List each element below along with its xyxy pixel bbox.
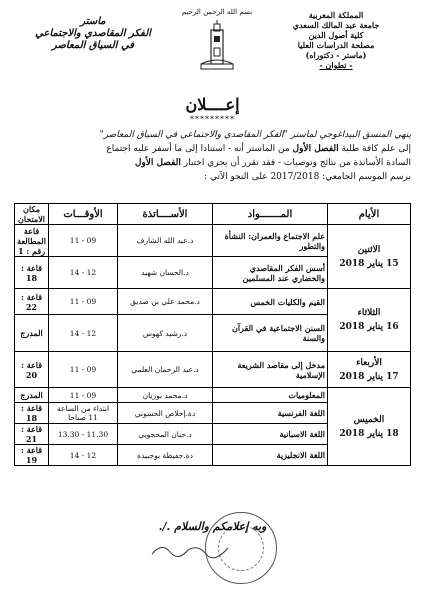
subject-cell: القيم والكليات الخمس xyxy=(213,289,328,315)
day-date: 17 يناير 2018 xyxy=(339,371,399,382)
day-cell xyxy=(328,388,411,466)
day-name: الاثنين xyxy=(357,244,381,255)
professor-cell: د.رشيد كهوس xyxy=(118,315,213,352)
professor-cell: د.عبد الرحمان العلمي xyxy=(118,352,213,388)
subject-cell: مدخل إلى مقاصد الشريعة الإسلامية xyxy=(213,352,328,388)
col-header-room: مكان الامتحان xyxy=(15,204,49,225)
table-row xyxy=(15,225,411,257)
header-line: كلية أصول الدين xyxy=(308,30,364,40)
subject-cell: السنن الاجتماعية في القرآن والسنة xyxy=(213,315,328,352)
intro-line: برسم الموسم الجامعي: 2017/2018 على النحو الآتي : xyxy=(204,172,411,182)
professor-cell: دة.حفيظة بوجبيدة xyxy=(118,445,213,466)
room-cell: قاعة : 19 xyxy=(15,445,49,466)
room-cell: المدرج xyxy=(15,315,49,352)
professor-cell: د.حنان المحجوبي xyxy=(118,424,213,445)
subject-cell: المعلوميات xyxy=(213,388,328,403)
table-row xyxy=(15,289,411,315)
room-cell: قاعة المطالعة رقم : 1 xyxy=(15,225,49,257)
intro-line xyxy=(12,156,411,170)
subject-cell: اللغة الفرنسية xyxy=(213,403,328,424)
professor-cell: د.محمد علي بن صديق xyxy=(118,289,213,315)
time-cell: 12 - 14 xyxy=(49,315,118,352)
basmala: بسم الله الرحمن الرحيم xyxy=(181,8,253,16)
professor-cell: د.الحسان شهيد xyxy=(118,257,213,289)
room-cell: قاعة : 18 xyxy=(15,257,49,289)
header-line: - تطوان - xyxy=(319,60,353,70)
header-line: (ماستر - دكتوراه) xyxy=(305,50,367,60)
header-line: جامعة عبد المالك السعدي xyxy=(292,20,380,30)
subject-cell: اللغة الانجليزية xyxy=(213,445,328,466)
header-line: المملكة المغربية xyxy=(308,10,364,20)
room-cell: قاعة : 20 xyxy=(15,352,49,388)
title-divider: ********* xyxy=(190,115,235,124)
time-cell: ابتداء من الساعة 11 صباحا xyxy=(49,403,118,424)
professor-cell: د.محمد بوريان xyxy=(118,388,213,403)
day-cell xyxy=(328,225,411,289)
time-cell: 09 - 11 xyxy=(49,388,118,403)
day-cell xyxy=(328,352,411,388)
intro-line: ينهي المنسق البيداغوجي لماستر "الفكر المقاصدي والاجتماعي في السياق المعاصر" xyxy=(99,130,411,140)
header-line: ماستر xyxy=(80,16,106,27)
institution-header xyxy=(261,10,411,70)
subject-cell: اللغة الاسبانية xyxy=(213,424,328,445)
page-title: إعــــلان xyxy=(185,95,240,114)
subject-cell: علم الاجتماع والعمران: النشأة والتطور xyxy=(213,225,328,257)
exam-schedule-table xyxy=(14,203,411,466)
day-date: 16 يناير 2018 xyxy=(339,322,399,332)
table-header-row xyxy=(15,204,411,225)
room-cell: قاعة : 21 xyxy=(15,424,49,445)
header-line: مصلحة الدراسات العليا xyxy=(297,40,375,50)
university-logo-icon xyxy=(197,20,237,72)
intro-text: السادة الأساتذة من نتائج وتوصيات - فقد تقرر أن يجري اختبار xyxy=(180,158,411,168)
professor-cell: دة.إخلاص الحسوني xyxy=(118,403,213,424)
col-header-professor: الأســــاتذة xyxy=(118,204,213,225)
day-date: 15 يناير 2018 xyxy=(339,258,399,269)
time-cell: 11.30 - 13.30 xyxy=(49,424,118,445)
signature-icon xyxy=(150,540,230,560)
day-name: الثلاثاء xyxy=(357,308,381,318)
day-name: الأربعاء xyxy=(356,357,382,368)
table-row xyxy=(15,388,411,403)
subject-cell: أسس الفكر المقاصدي والحضاري عند المسلمين xyxy=(213,257,328,289)
col-header-subject: المـــــــواد xyxy=(213,204,328,225)
time-cell: 09 - 11 xyxy=(49,289,118,315)
time-cell: 09 - 11 xyxy=(49,352,118,388)
time-cell: 09 - 11 xyxy=(49,225,118,257)
master-header xyxy=(18,16,168,52)
semester-highlight: الفصل الأول xyxy=(292,144,339,154)
professor-cell: د.عبد الله الشارف xyxy=(118,225,213,257)
time-cell: 12 - 14 xyxy=(49,257,118,289)
room-cell: قاعة : 22 xyxy=(15,289,49,315)
header-line: في السياق المعاصر xyxy=(51,40,135,51)
intro-line xyxy=(12,142,411,156)
time-cell: 12 - 14 xyxy=(49,445,118,466)
intro-text: إلى علم كافة طلبة xyxy=(338,144,411,154)
semester-highlight: الفصل الأول xyxy=(134,158,181,168)
room-cell: قاعة : 18 xyxy=(15,403,49,424)
room-cell: المدرج xyxy=(15,388,49,403)
closing-line: وبه إعلامكم والسلام ./. xyxy=(158,520,267,533)
header-line: الفكر المقاصدي والاجتماعي xyxy=(35,28,151,39)
intro-text: من الماستر أنه - استنادا إلى ما أسفر عليه اجتماع xyxy=(106,144,293,154)
intro-paragraph xyxy=(12,128,411,184)
day-date: 18 يناير 2018 xyxy=(339,428,399,439)
col-header-day: الأيام xyxy=(328,204,411,225)
table-row xyxy=(15,352,411,388)
day-name: الخميس xyxy=(353,414,385,425)
col-header-time: الأوقـــات xyxy=(49,204,118,225)
header-center xyxy=(172,8,262,72)
day-cell xyxy=(328,289,411,352)
